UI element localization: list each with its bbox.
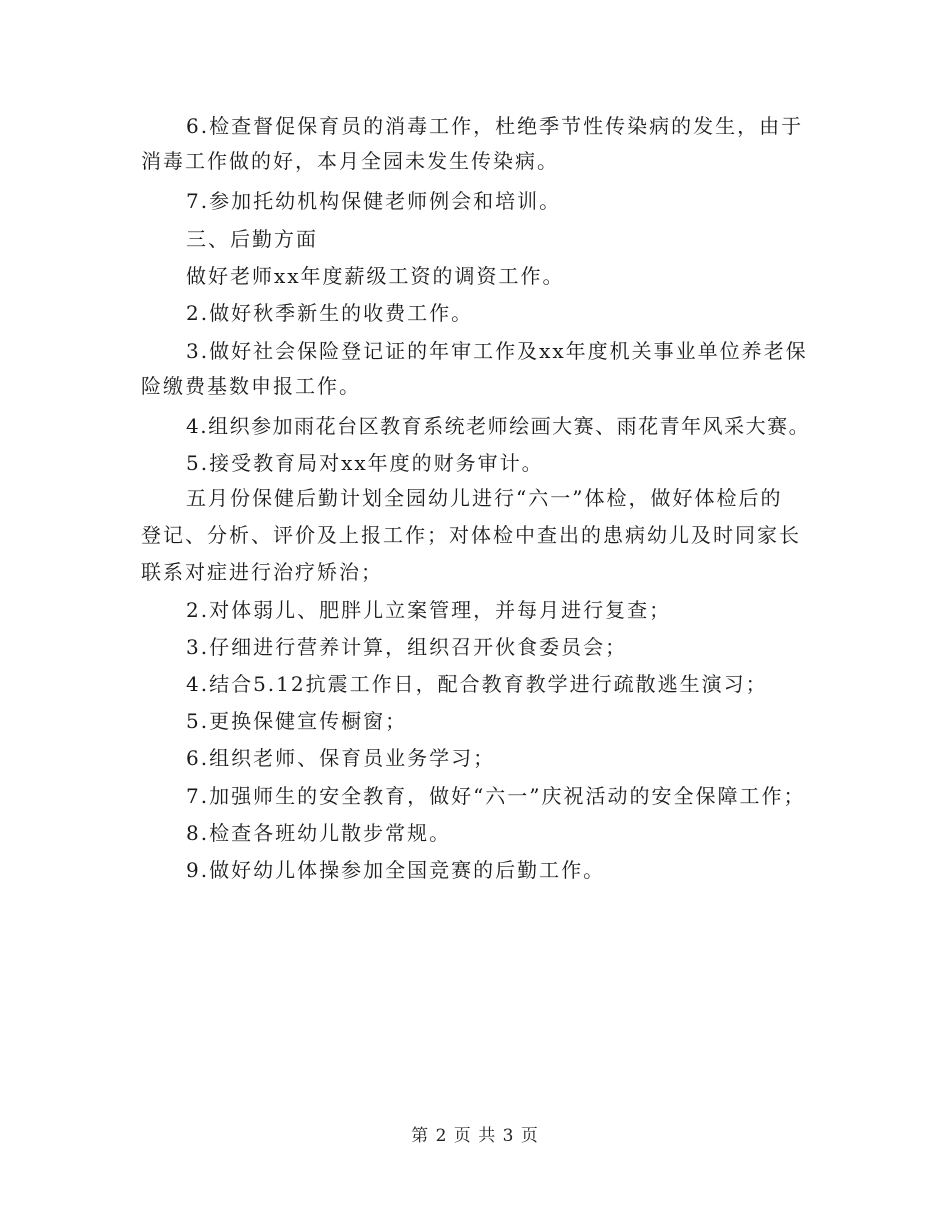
- paragraph-line: 4.结合5.12抗震工作日，配合教育教学进行疏散逃生演习；: [186, 672, 768, 696]
- paragraph-line: 2.对体弱儿、肥胖儿立案管理，并每月进行复查；: [186, 598, 672, 622]
- paragraph-line: 做好老师xx年度薪级工资的调资工作。: [186, 264, 565, 288]
- paragraph-line: 6.检查督促保育员的消毒工作，杜绝季节性传染病的发生，由于: [186, 114, 804, 138]
- paragraph-line: 4.组织参加雨花台区教育系统老师绘画大赛、雨花青年风采大赛。: [186, 414, 811, 438]
- paragraph-line: 6.组织老师、保育员业务学习；: [186, 746, 496, 770]
- section-heading: 三、后勤方面: [186, 227, 318, 251]
- paragraph-line: 9.做好幼儿体操参加全国竞赛的后勤工作。: [186, 858, 606, 882]
- page-number-footer: 第 2 页 共 3 页: [411, 1126, 539, 1146]
- paragraph-line: 7.加强师生的安全教育，做好“六一”庆祝活动的安全保障工作；: [186, 784, 806, 808]
- paragraph-line: 联系对症进行治疗矫治；: [141, 560, 383, 584]
- paragraph-line: 险缴费基数申报工作。: [141, 374, 361, 398]
- paragraph-line: 5.接受教育局对xx年度的财务审计。: [186, 451, 544, 475]
- paragraph-line: 3.仔细进行营养计算，组织召开伙食委员会；: [186, 635, 628, 659]
- paragraph-line: 五月份保健后勤计划全园幼儿进行“六一”体检，做好体检后的: [186, 486, 783, 510]
- paragraph-line: 2.做好秋季新生的收费工作。: [186, 301, 474, 325]
- paragraph-line: 消毒工作做的好，本月全园未发生传染病。: [141, 149, 559, 173]
- paragraph-line: 5.更换保健宣传橱窗；: [186, 709, 408, 733]
- paragraph-line: 7.参加托幼机构保健老师例会和培训。: [186, 189, 562, 213]
- paragraph-line: 3.做好社会保险登记证的年审工作及xx年度机关事业单位养老保: [186, 339, 808, 363]
- paragraph-line: 8.检查各班幼儿散步常规。: [186, 821, 452, 845]
- paragraph-line: 登记、分析、评价及上报工作；对体检中查出的患病幼儿及时同家长: [141, 523, 801, 547]
